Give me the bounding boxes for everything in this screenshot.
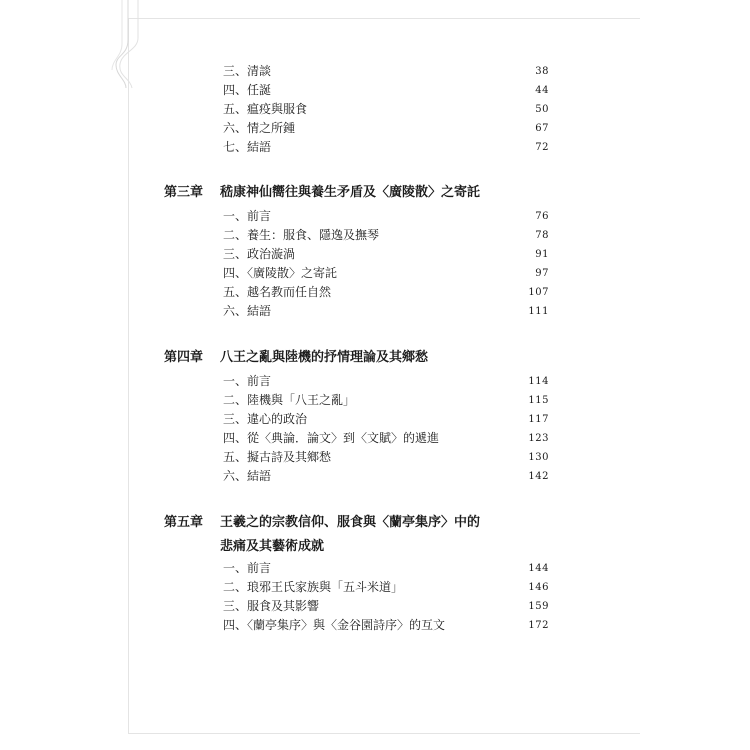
chapter-heading[interactable]	[164, 513, 564, 557]
toc-entry-page: 117	[528, 414, 549, 425]
toc-entry[interactable]	[223, 559, 549, 578]
toc-entry-title: 七、結語	[223, 140, 272, 154]
chapter-title: 八王之亂與陸機的抒情理論及其鄉愁	[220, 350, 429, 365]
toc-entry-title: 一、前言	[223, 209, 272, 223]
toc-entry-title: 五、擬古詩及其鄉愁	[223, 450, 332, 464]
toc-entry-title: 三、服食及其影響	[223, 599, 320, 613]
toc-entry-title: 二、琅邪王氏家族與「五斗米道」	[223, 580, 404, 594]
toc-entry[interactable]	[223, 372, 549, 391]
toc-entry[interactable]	[223, 245, 549, 264]
chapter-label: 第四章	[164, 350, 204, 365]
toc-entry-page: 72	[535, 142, 549, 153]
toc-entry-title: 二、養生：服食、隱逸及撫琴	[223, 228, 380, 242]
toc-entry[interactable]	[223, 467, 549, 486]
toc-entry[interactable]	[223, 448, 549, 467]
toc-entry[interactable]	[223, 429, 549, 448]
toc-entry[interactable]	[223, 410, 549, 429]
toc-entry-title: 六、結語	[223, 304, 272, 318]
toc-entry[interactable]	[223, 391, 549, 410]
toc-entry-title: 三、清談	[223, 64, 272, 78]
toc-entry[interactable]	[223, 616, 549, 635]
toc-entry-page: 172	[528, 620, 549, 631]
chapter-title-continued: 悲痛及其藝術成就	[220, 539, 325, 554]
toc-entry-page: 50	[535, 104, 549, 115]
toc-entry-title: 四、任誕	[223, 83, 272, 97]
toc-entry-title: 五、瘟疫與服食	[223, 102, 308, 116]
toc-entry[interactable]	[223, 597, 549, 616]
toc-entry-page: 130	[528, 452, 549, 463]
toc-entry[interactable]	[223, 226, 549, 245]
toc-entry-title: 四、〈蘭亭集序〉與〈金谷園詩序〉的互文	[223, 618, 446, 632]
toc-entry[interactable]	[223, 119, 549, 138]
toc-entry-title: 四、〈廣陵散〉之寄託	[223, 266, 338, 280]
toc-entry[interactable]	[223, 283, 549, 302]
toc-entry-page: 97	[535, 268, 549, 279]
toc-entry-page: 115	[528, 395, 549, 406]
chapter-title: 嵇康神仙嚮往與養生矛盾及〈廣陵散〉之寄託	[220, 185, 481, 200]
toc-entry-page: 142	[528, 471, 549, 482]
toc-entry[interactable]	[223, 81, 549, 100]
toc-entry[interactable]	[223, 302, 549, 321]
toc-entry-page: 123	[528, 433, 549, 444]
toc-entry[interactable]	[223, 100, 549, 119]
toc-entry-page: 67	[535, 123, 549, 134]
toc-entry-title: 四、從〈典論．論文〉到〈文賦〉的遞進	[223, 431, 440, 445]
toc-entry-page: 76	[535, 211, 549, 222]
toc-entry-page: 91	[535, 249, 549, 260]
chapter-label: 第五章	[164, 515, 204, 530]
toc-entry-page: 111	[528, 306, 549, 317]
toc-entry-title: 一、前言	[223, 561, 272, 575]
toc-entry-page: 44	[535, 85, 549, 96]
toc-entry-title: 五、越名教而任自然	[223, 285, 332, 299]
toc-entry[interactable]	[223, 138, 549, 157]
toc-entry-page: 114	[528, 376, 549, 387]
toc-entry-page: 107	[528, 287, 549, 298]
toc-entry-page: 38	[535, 66, 549, 77]
toc-entry-title: 六、情之所鍾	[223, 121, 296, 135]
toc-entry-title: 二、陸機與「八王之亂」	[223, 393, 356, 407]
chapter-label: 第三章	[164, 185, 204, 200]
toc-entry-title: 六、結語	[223, 469, 272, 483]
toc-entry[interactable]	[223, 207, 549, 226]
toc-entry-title: 三、違心的政治	[223, 412, 308, 426]
toc-entry[interactable]	[223, 578, 549, 597]
toc-entry-page: 78	[535, 230, 549, 241]
toc-entry-page: 144	[528, 563, 549, 574]
toc-entry-title: 一、前言	[223, 374, 272, 388]
toc-entry-title: 三、政治漩渦	[223, 247, 296, 261]
chapter-title: 王羲之的宗教信仰、服食與〈蘭亭集序〉中的	[220, 515, 481, 530]
toc-entry[interactable]	[223, 62, 549, 81]
toc-entry[interactable]	[223, 264, 549, 283]
toc-entry-page: 146	[528, 582, 549, 593]
toc-entry-page: 159	[528, 601, 549, 612]
